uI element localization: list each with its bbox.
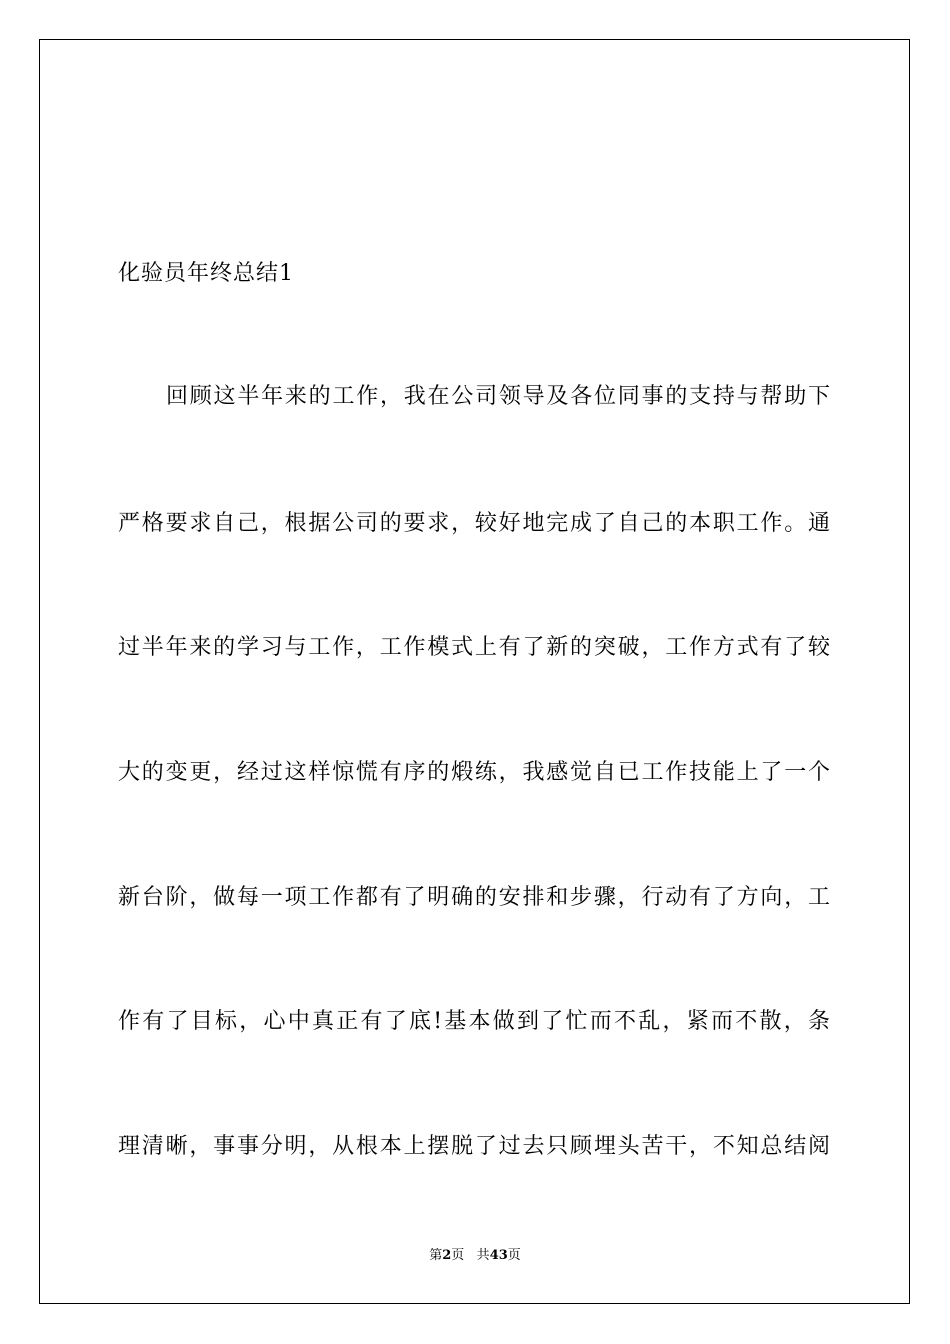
page-suffix: 页 <box>451 1248 465 1263</box>
paragraph-line-1: 回顾这半年来的工作，我在公司领导及各位同事的支持与帮助下 <box>166 384 830 409</box>
page-prefix: 第 <box>429 1248 443 1263</box>
document-title: 化验员年终总结1 <box>118 261 294 286</box>
total-suffix: 页 <box>507 1248 521 1263</box>
page-footer <box>0 1247 950 1265</box>
paragraph-line-4: 大的变更，经过这样惊慌有序的煅练，我感觉自已工作技能上了一个 <box>118 760 830 785</box>
total-pages: 43 <box>489 1248 508 1263</box>
total-prefix: 共 <box>476 1248 490 1263</box>
page-number: 2 <box>442 1248 452 1263</box>
paragraph-line-3: 过半年来的学习与工作，工作模式上有了新的突破，工作方式有了较 <box>118 635 830 660</box>
paragraph-line-6: 作有了目标，心中真正有了底!基本做到了忙而不乱，紧而不散，条 <box>118 1009 830 1034</box>
paragraph-line-7: 理清晰，事事分明，从根本上摆脱了过去只顾埋头苦干，不知总结阅 <box>118 1134 830 1159</box>
paragraph-line-2: 严格要求自己，根据公司的要求，较好地完成了自己的本职工作。通 <box>118 511 830 536</box>
page-border <box>39 39 910 1304</box>
paragraph-line-5: 新台阶，做每一项工作都有了明确的安排和步骤，行动有了方向，工 <box>118 885 830 910</box>
